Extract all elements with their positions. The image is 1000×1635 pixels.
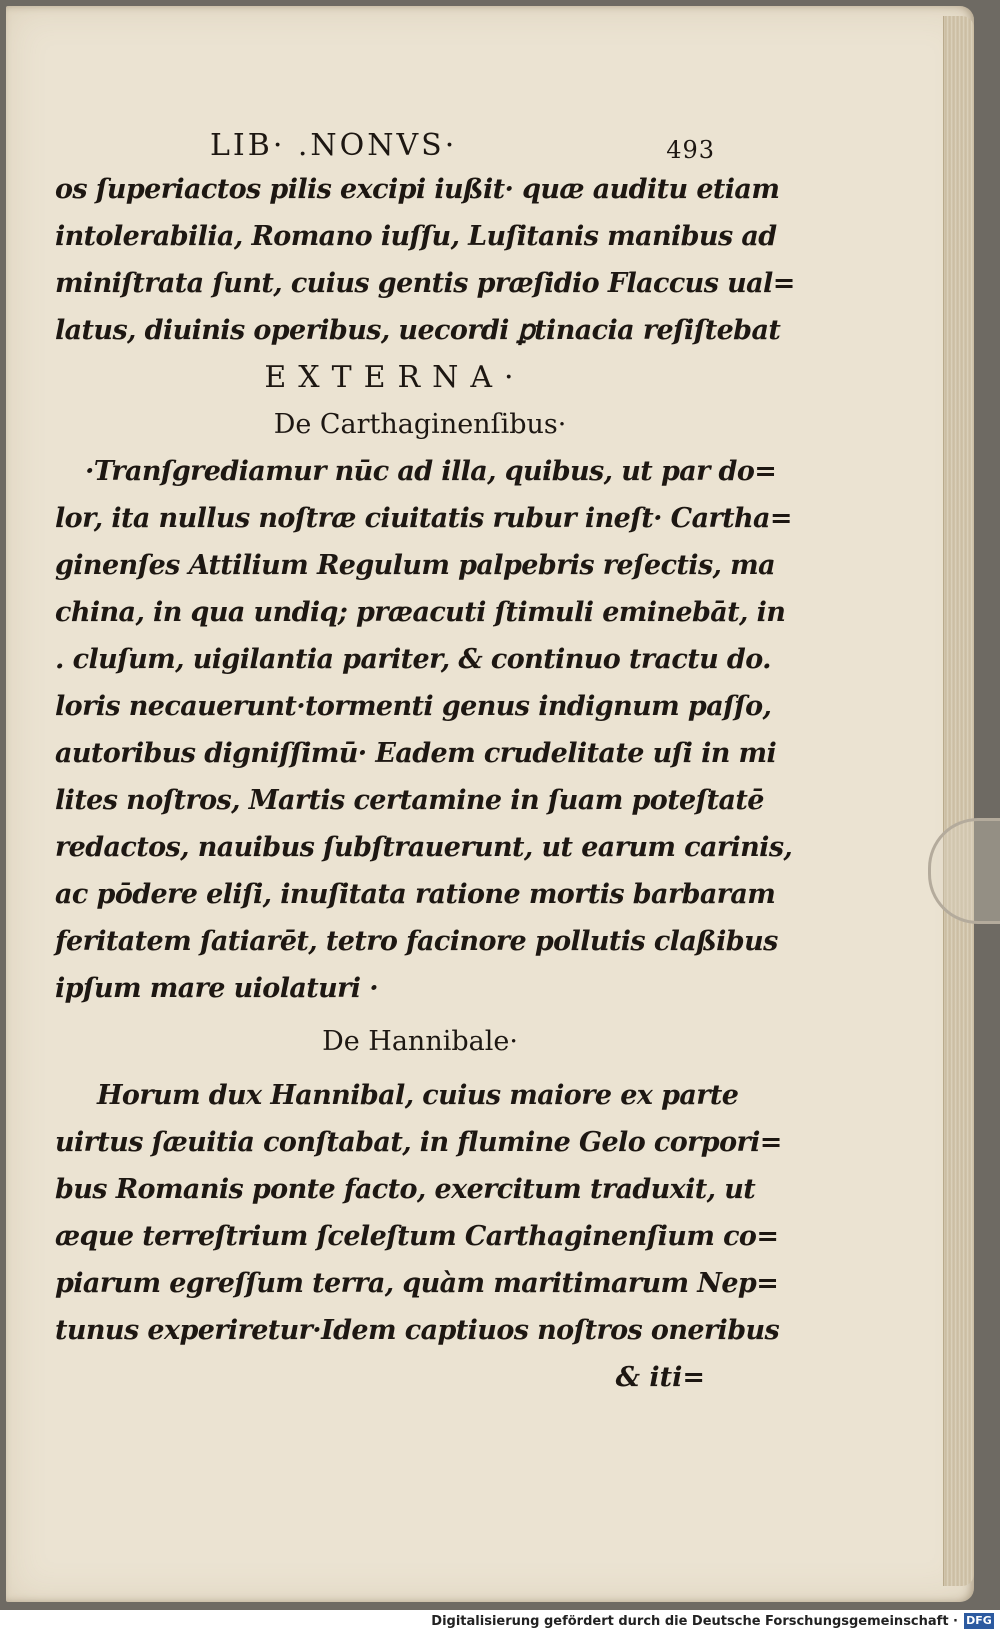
text-line: miniſtrata ſunt, cuius gentis præſidio Flaccus ual= (55, 268, 795, 299)
running-title: LIB· .NONVS· (210, 128, 458, 163)
page-edge (943, 16, 974, 1586)
text-line: autoribus digniſſimū· Eadem crudelitate uſi in mi (55, 738, 777, 769)
text-line: ·Tranſgrediamur nūc ad illa, quibus, ut par do= (85, 456, 777, 487)
catchword: & iti= (615, 1362, 705, 1393)
footer-bar (0, 1610, 1000, 1635)
text-line: Horum dux Hannibal, cuius maiore ex parte (97, 1080, 739, 1111)
text-line: os ſuperiactos pilis excipi iußit· quæ auditu etiam (55, 174, 780, 205)
text-line: lites noſtros, Martis certamine in ſuam poteſtatē (55, 785, 764, 816)
funding-credit: Digitalisierung gefördert durch die Deutsche Forschungsgemeinschaft · (431, 1614, 958, 1629)
text-line: . cluſum, uigilantia pariter, & continuo tractu do. (55, 644, 771, 675)
text-line: ginenſes Attilium Regulum palpebris reſectis, ma (55, 550, 776, 581)
text-line: lor, ita nullus noſtræ ciuitatis rubur ineſt· Cartha= (55, 503, 792, 534)
text-line: tunus experiretur·Idem captiuos noſtros oneribus (55, 1315, 780, 1346)
page-text (55, 118, 795, 1401)
text-line: latus, diuinis operibus, uecordi ꝑtinacia reſiſtebat (55, 315, 781, 346)
text-line: æque terreſtrium ſceleſtum Carthaginenſium co= (55, 1221, 779, 1252)
text-line: loris necauerunt·tormenti genus indignum paſſo, (55, 691, 772, 722)
page-header (55, 118, 715, 166)
text-line: uirtus ſæuitia conſtabat, in flumine Gelo corpori= (55, 1127, 782, 1158)
page-number: 493 (666, 136, 715, 164)
subsection-heading: De Carthaginenſibus· (273, 409, 567, 440)
text-line: feritatem ſatiarēt, tetro facinore pollutis claßibus (55, 926, 778, 957)
text-line: intolerabilia, Romano iuſſu, Luſitanis manibus ad (55, 221, 777, 252)
text-line: china, in qua undiq; præacuti ſtimuli eminebāt, in (55, 597, 786, 628)
text-line: bus Romanis ponte facto, exercitum traduxit, ut (55, 1174, 756, 1205)
section-heading: EXTERNA· (264, 360, 526, 395)
text-line: ipſum mare uiolaturi · (55, 973, 379, 1004)
text-line: redactos, nauibus ſubſtrauerunt, ut earum carinis, (55, 832, 793, 863)
text-line: ac pōdere eliſi, inuſitata ratione mortis barbaram (55, 879, 776, 910)
text-line: piarum egreſſum terra, quàm maritimarum Nep= (55, 1268, 779, 1299)
subsection-heading: De Hannibale· (322, 1026, 518, 1057)
dfg-logo: DFG (964, 1613, 994, 1629)
